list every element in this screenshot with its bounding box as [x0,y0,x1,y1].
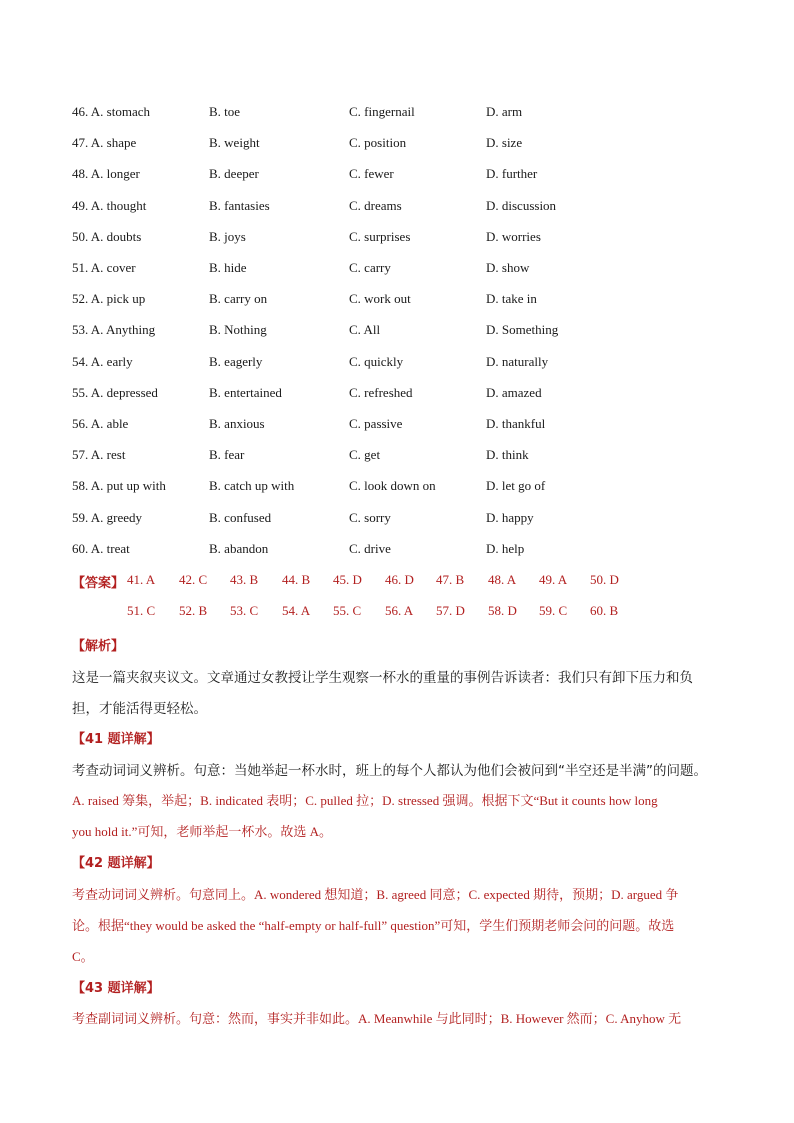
question-number-option-a: 53. A. Anything [72,322,156,338]
option-c: C. carry [349,260,391,275]
option-d: D. naturally [486,353,549,369]
option-d: D. worries [486,228,541,244]
q41-line-3: you hold it.”可知，老师举起一杯水。故选 A。 [72,824,332,839]
question-number-option-a: 47. A. shape [72,135,137,151]
question-number-option-a: 49. A. thought [72,197,147,213]
question-row [72,541,722,561]
analysis-line-1: 这是一篇夹叙夹议文。文章通过女教授让学生观察一杯水的重量的事例告诉读者：我们只有卸下压力和负 [72,670,693,686]
answer-item: 59. C [539,603,568,618]
option-c: C. drive [349,540,391,556]
answer-item: 45. D [333,572,362,587]
option-c: C. fewer [349,166,394,182]
option-c: C. sorry [349,509,391,525]
option-b: B. abandon [209,540,269,556]
option-c: C. look down on [349,478,436,494]
option-b: B. toe [209,104,241,119]
answer-item: 53. C [230,603,259,618]
answer-item: 52. B [179,603,208,618]
question-row [72,447,722,467]
answer-item: 60. B [590,603,619,618]
question-number-option-a: 58. A. put up with [72,478,166,494]
option-d: D. help [486,540,525,556]
option-b: B. carry on [209,291,268,307]
question-number-option-a: 50. A. doubts [72,228,142,244]
option-d: D. let go of [486,478,546,494]
answer-item: 50. D [590,572,619,587]
option-d: D. thankful [486,416,546,431]
option-d: D. take in [486,291,537,307]
option-b: B. catch up with [209,478,295,494]
answer-item: 55. C [333,603,362,618]
question-row [72,135,722,155]
q43-heading: 【43 题详解】 [72,981,160,996]
option-c: C. get [349,447,381,463]
option-c: C. dreams [349,197,402,213]
question-number-option-a: 46. A. stomach [72,104,150,119]
option-c: C. fingernail [349,104,415,119]
question-row [72,260,722,280]
option-b: B. Nothing [209,322,267,338]
q41-line-1: 考查动词词义辨析。句意：当她举起一杯水时，班上的每个人都认为他们会被问到“半空还是半满”的问题。 [72,763,707,779]
question-row [72,322,722,342]
option-c: C. refreshed [349,384,413,400]
option-d: D. think [486,447,529,463]
option-b: B. anxious [209,416,265,431]
answer-item: 46. D [385,572,414,587]
question-number-option-a: 60. A. treat [72,540,130,556]
question-row [72,354,722,374]
question-number-option-a: 54. A. early [72,353,133,369]
option-c: C. surprises [349,228,411,244]
option-b: B. joys [209,228,246,244]
answer-heading: 【答案】 [72,576,125,591]
option-b: B. deeper [209,166,259,182]
answer-item: 48. A [488,572,517,587]
option-d: D. Something [486,322,559,338]
answer-item: 56. A [385,603,414,618]
q42-heading: 【42 题详解】 [72,856,160,871]
option-d: D. arm [486,104,523,119]
question-number-option-a: 55. A. depressed [72,384,158,400]
option-c: C. All [349,322,381,338]
analysis-heading: 【解析】 [72,639,125,654]
question-number-option-a: 52. A. pick up [72,291,146,307]
option-b: B. eagerly [209,353,263,369]
question-number-option-a: 57. A. rest [72,447,126,463]
question-row [72,104,722,124]
analysis-line-2: 担，才能活得更轻松。 [72,701,207,717]
answer-item: 51. C [127,603,156,618]
option-d: D. show [486,260,530,275]
question-row [72,229,722,249]
option-d: D. discussion [486,197,557,213]
question-number-option-a: 59. A. greedy [72,509,143,525]
answer-item: 43. B [230,572,259,587]
option-b: B. entertained [209,384,282,400]
option-b: B. confused [209,509,272,525]
question-number-option-a: 56. A. able [72,416,129,431]
option-c: C. work out [349,291,411,307]
answer-item: 58. D [488,603,517,618]
option-b: B. hide [209,260,247,275]
question-row [72,510,722,530]
option-d: D. happy [486,509,534,525]
answer-item: 44. B [282,572,311,587]
q41-heading: 【41 题详解】 [72,732,160,747]
question-row [72,291,722,311]
answer-item: 54. A [282,603,311,618]
question-row [72,478,722,498]
q43-line-1: 考查副词词义辨析。句意：然而，事实并非如此。A. Meanwhile 与此同时；B. However 然而；C. Anyhow 无 [72,1011,682,1026]
question-row [72,385,722,405]
option-c: C. quickly [349,353,404,369]
q42-line-1: 考查动词词义辨析。句意同上。A. wondered 想知道；B. agreed 同意；C. expected 期待，预期；D. argued 争 [72,887,679,902]
answer-item: 41. A [127,572,156,587]
option-c: C. passive [349,416,403,431]
question-number-option-a: 51. A. cover [72,260,136,275]
option-d: D. further [486,166,538,182]
q42-line-3: C。 [72,949,94,964]
option-d: D. size [486,135,523,151]
option-d: D. amazed [486,384,542,400]
q42-line-2: 论。根据“they would be asked the “half-empty or half-full” question”可知，学生们预期老师会问的问题。故选 [72,918,675,933]
option-b: B. fantasies [209,197,270,213]
answer-item: 47. B [436,572,465,587]
option-c: C. position [349,135,407,151]
answer-item: 49. A [539,572,568,587]
question-row [72,198,722,218]
option-b: B. fear [209,447,245,463]
question-number-option-a: 48. A. longer [72,166,140,182]
answer-item: 42. C [179,572,208,587]
answer-item: 57. D [436,603,465,618]
question-row [72,416,722,436]
q41-line-2: A. raised 筹集，举起；B. indicated 表明；C. pulled 拉；D. stressed 强调。根据下文“But it counts how long [72,793,658,808]
question-row [72,166,722,186]
option-b: B. weight [209,135,260,151]
